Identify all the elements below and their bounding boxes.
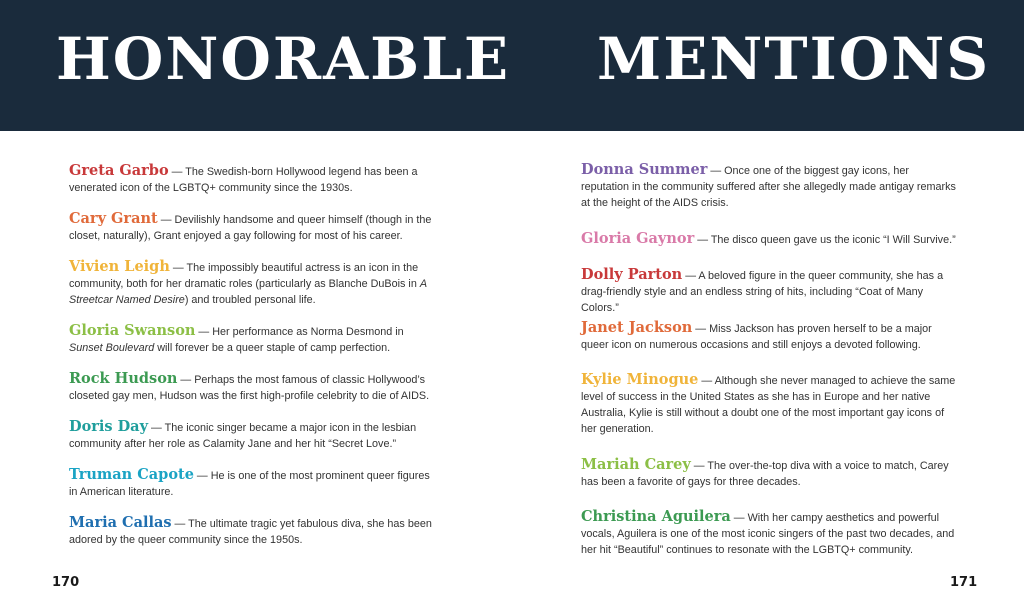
entry-maria-callas: Maria Callas — The ultimate tragic yet fabulous diva, she has been adored by the queer community since the 1950s. [69, 514, 432, 546]
entry-name: Maria Callas [69, 514, 172, 531]
entry-text: Devilishly handsome and queer himself (though in the closet, naturally), Grant enjoyed a gay following for most of his career. [69, 214, 432, 242]
entry-mariah-carey: Mariah Carey — The over-the-top diva with a voice to match, Carey has been a favorite of gays for three decades. [581, 456, 949, 488]
entry-text: The over-the-top diva with a voice to match, Carey has been a favorite of gays for three decades. [581, 460, 949, 488]
entry-name: Cary Grant [69, 210, 158, 227]
entry-name: Vivien Leigh [69, 258, 170, 275]
entry-italic: A Streetcar Named Desire [69, 278, 427, 306]
entry-gloria-swanson: Gloria Swanson — Her performance as Norma Desmond in Sunset Boulevard will forever be a queer staple of camp perfection. [69, 322, 404, 354]
entry-name: Christina Aguilera [581, 508, 731, 525]
entry-text: Her performance as Norma Desmond in [212, 326, 404, 338]
entry-donna-summer: Donna Summer — Once one of the biggest gay icons, her reputation in the community suffered after she allegedly made antigay remarks at the height of the AIDS crisis. [581, 161, 956, 209]
entry-dolly-parton: Dolly Parton — A beloved figure in the queer community, she has a drag-friendly style and an endless string of hits, including “Coat of Many Colors.” [581, 266, 944, 314]
entry-cary-grant: Cary Grant — Devilishly handsome and queer himself (though in the closet, naturally), Grant enjoyed a gay following for most of his career. [69, 210, 432, 242]
entry-doris-day: Doris Day — The iconic singer became a major icon in the lesbian community after her role as Calamity Jane and her hit “Secret Love.” [69, 418, 417, 450]
entry-name: Truman Capote [69, 466, 194, 483]
entry-text: Once one of the biggest gay icons, her reputation in the community suffered after she allegedly made antigay remarks at the height of the AIDS crisis. [581, 165, 956, 209]
entry-name: Donna Summer [581, 161, 708, 178]
entry-rock-hudson: Rock Hudson — Perhaps the most famous of classic Hollywood’s closeted gay men, Hudson was the first high-profile celebrity to die of AIDS. [69, 370, 430, 402]
entry-text: Miss Jackson has proven herself to be a major queer icon on numerous occasions and still enjoys a devoted following. [581, 323, 932, 351]
entry-name: Janet Jackson [581, 319, 693, 336]
entry-gloria-gaynor: Gloria Gaynor — The disco queen gave us the iconic “I Will Survive.” [581, 230, 956, 247]
entry-greta-garbo: Greta Garbo — The Swedish-born Hollywood legend has been a venerated icon of the LGBTQ+ community since the 1930s. [69, 162, 418, 194]
entry-janet-jackson: Janet Jackson — Miss Jackson has proven herself to be a major queer icon on numerous occasions and still enjoys a devoted following. [581, 319, 932, 351]
entry-text: A beloved figure in the queer community, she has a drag-friendly style and an endless string of hits, including “Coat of Many Colors.” [581, 270, 944, 314]
entry-name: Doris Day [69, 418, 148, 435]
entry-text: The ultimate tragic yet fabulous diva, she has been adored by the queer community since the 1950s. [69, 518, 432, 546]
entry-text: He is one of the most prominent queer figures in American literature. [69, 470, 430, 498]
entry-name: Dolly Parton [581, 266, 683, 283]
entry-name: Gloria Swanson [69, 322, 196, 339]
entry-name: Kylie Minogue [581, 371, 699, 388]
entry-name: Rock Hudson [69, 370, 178, 387]
entry-truman-capote: Truman Capote — He is one of the most prominent queer figures in American literature. [69, 466, 430, 498]
entry-name: Gloria Gaynor [581, 230, 695, 247]
entry-text: The iconic singer became a major icon in the lesbian community after her role as Calamity Jane and her hit “Secret Love.” [69, 422, 417, 450]
entry-text: Although she never managed to achieve the same level of success in the United States as she has in Europe and her native Australia, Kylie is still without a doubt one of the most important gay icons of her generation. [581, 375, 956, 435]
entry-text: The impossibly beautiful actress is an icon in the community, both for her dramatic roles (particularly as Blanche DuBois in [69, 262, 420, 290]
entry-christina-aguilera: Christina Aguilera — With her campy aesthetics and powerful vocals, Aguilera is one of the most iconic singers of the past two decades, and her hit “Beautiful” continues to resonate with the LGBTQ+ community. [581, 508, 955, 556]
entry-italic: Sunset Boulevard [69, 342, 155, 354]
entry-text: With her campy aesthetics and powerful vocals, Aguilera is one of the most iconic singers of the past two decades, and her hit “Beautiful” continues to resonate with the LGBTQ+ community. [581, 512, 955, 556]
entry-kylie-minogue: Kylie Minogue — Although she never managed to achieve the same level of success in the United States as she has in Europe and her native Australia, Kylie is still without a doubt one of the most important gay icons of her generation. [581, 371, 956, 435]
header-banner [0, 0, 1024, 131]
title-word-honorable: HONORABLE [56, 25, 511, 93]
entry-name: Mariah Carey [581, 456, 691, 473]
entry-text: will forever be a queer staple of camp perfection. [154, 342, 391, 354]
entry-text: ) and troubled personal life. [184, 294, 316, 306]
page-number-left: 170 [52, 575, 80, 590]
entry-text: Perhaps the most famous of classic Hollywood’s closeted gay men, Hudson was the first high-profile celebrity to die of AIDS. [69, 374, 430, 402]
title-word-mentions: MENTIONS [597, 25, 991, 93]
entry-name: Greta Garbo [69, 162, 169, 179]
entry-text: The Swedish-born Hollywood legend has been a venerated icon of the LGBTQ+ community since the 1930s. [69, 166, 418, 194]
entry-text: The disco queen gave us the iconic “I Will Survive.” [710, 234, 956, 246]
page-number-right: 171 [950, 575, 978, 590]
entry-vivien-leigh: Vivien Leigh — The impossibly beautiful actress is an icon in the community, both for her dramatic roles (particularly as Blanche DuBois in A Streetcar Named Desire) and troubled personal life. [69, 258, 427, 306]
